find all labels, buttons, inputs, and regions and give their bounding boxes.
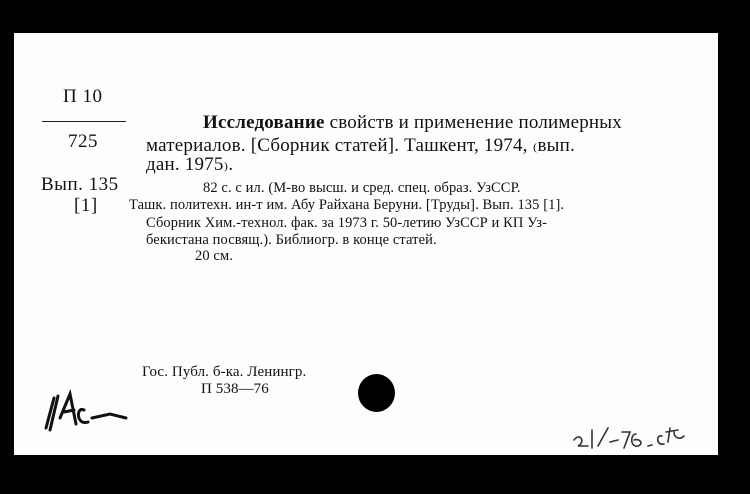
bottom-edge-shadow	[14, 455, 718, 458]
entry-title-line-1	[203, 112, 622, 134]
entry-size: 20 см.	[195, 248, 233, 264]
entry-title-line-3: дан. 1975₎.	[146, 154, 234, 175]
entry-title-heading: Исследование	[203, 112, 325, 133]
ink-blot	[358, 374, 395, 412]
handwritten-date-right	[570, 418, 700, 454]
handwritten-mark-left	[40, 388, 140, 438]
entry-description-line-3: Сборник Хим.-технол. фак. за 1973 г. 50-летию УзССР и КП Уз-	[146, 215, 548, 231]
imprint-code: П 538—76	[201, 381, 269, 397]
entry-title-rest: свойств и применение полимерных	[324, 112, 622, 133]
shelfmark-top: П 10	[63, 86, 103, 107]
shelfmark-divider	[42, 121, 126, 122]
shelfmark-part: [1]	[74, 195, 98, 216]
entry-description-line-2: Ташк. политехн. ин-т им. Абу Райхана Беруни. [Труды]. Вып. 135 [1].	[129, 197, 565, 213]
entry-title-line-2: материалов. [Сборник статей]. Ташкент, 1974, ₍вып.	[146, 135, 575, 156]
entry-description-line-1: 82 с. с ил. (М-во высш. и сред. спец. образ. УзССР.	[203, 180, 521, 196]
top-edge-shadow	[14, 30, 718, 33]
entry-description-line-4: бекистана посвящ.). Библиогр. в конце статей.	[146, 232, 437, 248]
shelfmark-number: 725	[68, 131, 98, 152]
shelfmark-issue: Вып. 135	[41, 174, 119, 195]
imprint-library: Гос. Публ. б-ка. Ленингр.	[142, 364, 307, 380]
